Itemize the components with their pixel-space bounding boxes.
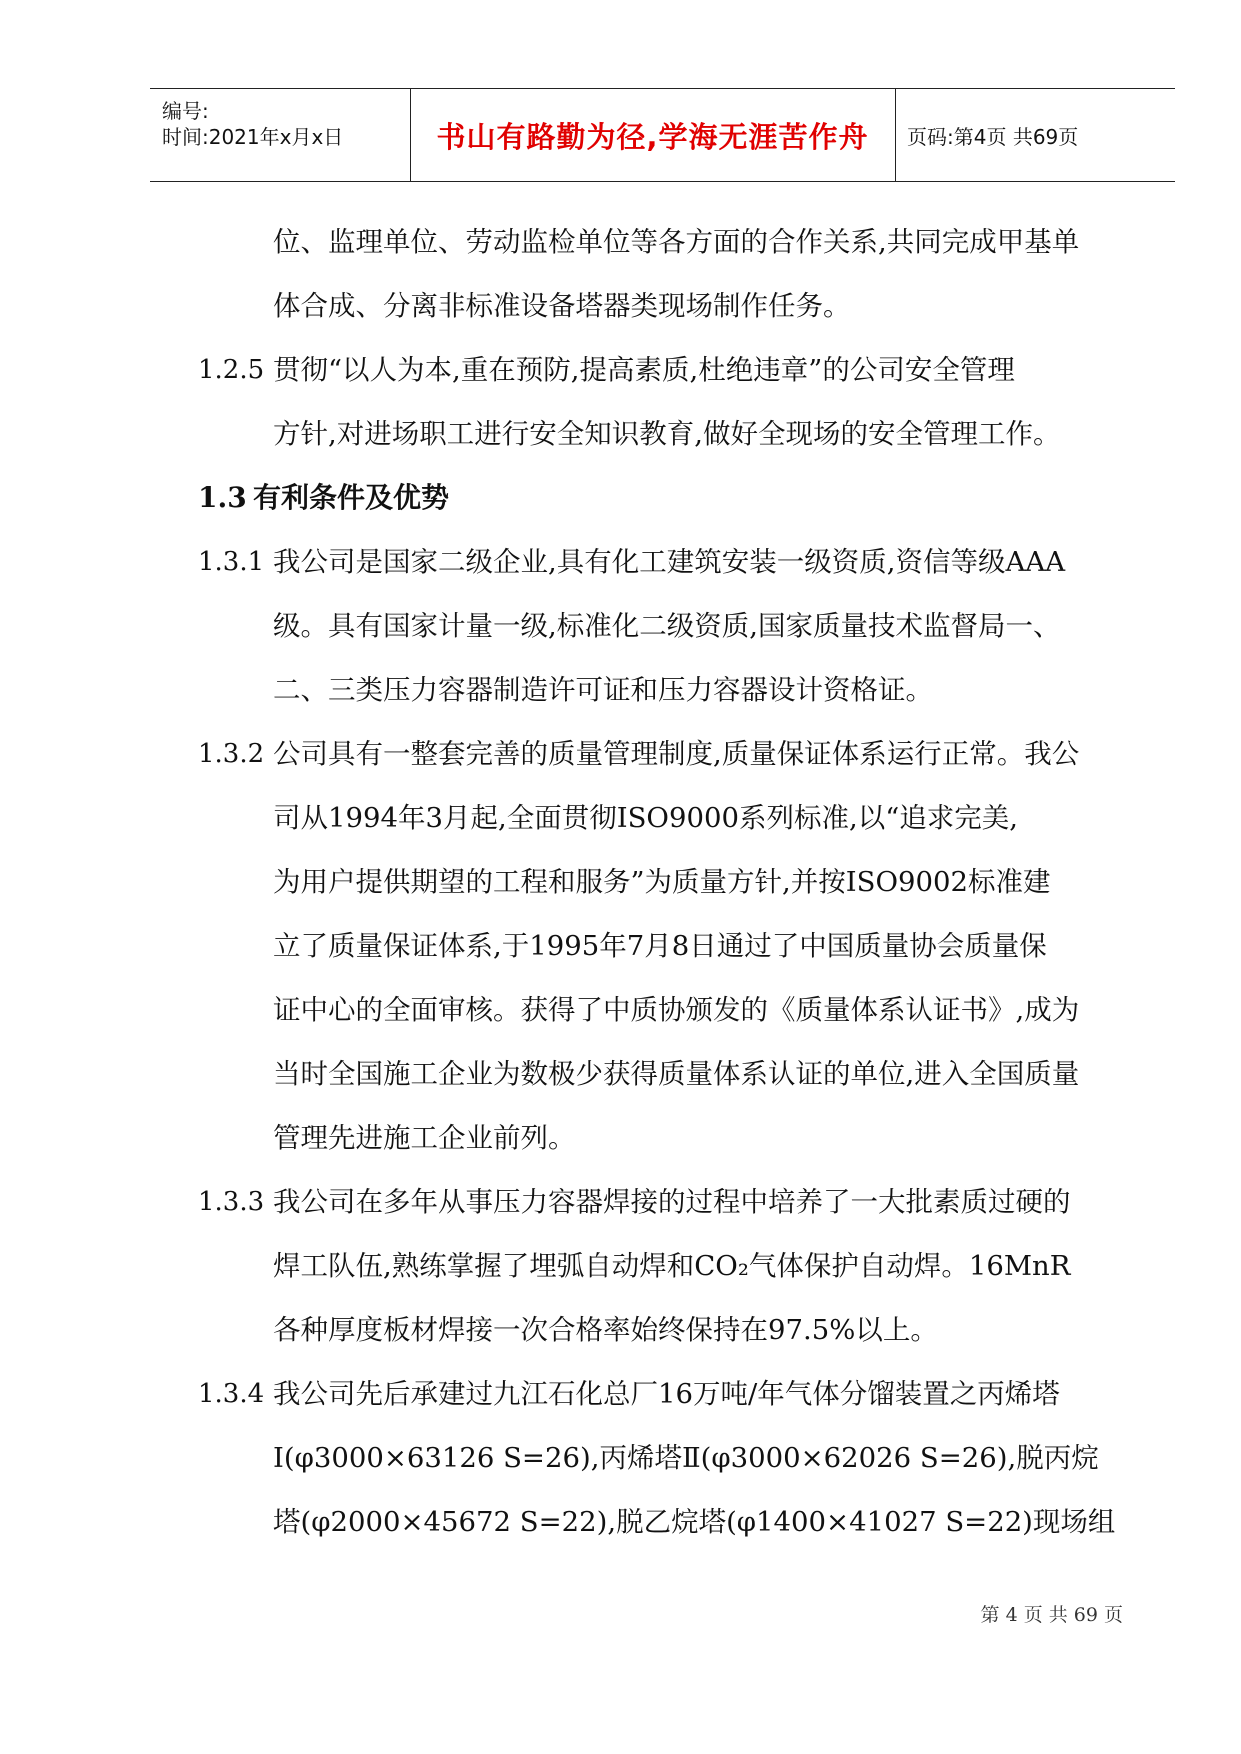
- line-text: 二、三类压力容器制造许可证和压力容器设计资格证。: [273, 674, 933, 706]
- line-text: 塔(φ2000×45672 S=22),脱乙烷塔(φ1400×41027 S=22)现场组: [273, 1506, 1116, 1538]
- item-number: 1.3.1: [198, 547, 265, 577]
- line-text: 位、监理单位、劳动监检单位等各方面的合作关系,共同完成甲基单: [273, 226, 1080, 258]
- line-text: 级。具有国家计量一级,标准化二级资质,国家质量技术监督局一、: [273, 610, 1061, 642]
- line-text: 立了质量保证体系,于1995年7月8日通过了中国质量协会质量保: [273, 930, 1047, 962]
- line-text: 焊工队伍,熟练掌握了埋弧自动焊和CO₂气体保护自动焊。16MnR: [273, 1250, 1071, 1282]
- line-text: 我公司是国家二级企业,具有化工建筑安装一级资质,资信等级AAA: [273, 546, 1066, 578]
- text-line: [0, 1310, 1241, 1374]
- text-line: [0, 798, 1241, 862]
- text-line: [0, 1246, 1241, 1310]
- text-line: [0, 926, 1241, 990]
- header-meta-cell: [150, 89, 411, 181]
- item-number: 1.3.4: [198, 1379, 265, 1409]
- line-text: 体合成、分离非标准设备塔器类现场制作任务。: [273, 290, 851, 322]
- text-line: [0, 350, 1241, 414]
- text-line: [0, 1502, 1241, 1566]
- page-footer: 第 4 页 共 69 页: [980, 1604, 1123, 1626]
- text-line: [0, 1182, 1241, 1246]
- line-text: 为用户提供期望的工程和服务”为质量方针,并按ISO9002标准建: [273, 866, 1051, 898]
- text-line: [0, 990, 1241, 1054]
- motto-text: 书山有路勤为径,学海无涯苦作舟: [436, 119, 869, 154]
- section-heading-row: [0, 478, 1241, 542]
- line-text: 当时全国施工企业为数极少获得质量体系认证的单位,进入全国质量: [273, 1058, 1080, 1090]
- header-motto-cell: [410, 89, 896, 181]
- page-header: [150, 88, 1175, 182]
- section-number: 1.3: [198, 481, 247, 514]
- text-line: [0, 1374, 1241, 1438]
- text-line: [0, 606, 1241, 670]
- line-text: 我公司在多年从事压力容器焊接的过程中培养了一大批素质过硬的: [273, 1186, 1071, 1218]
- text-line: [0, 222, 1241, 286]
- section-title: 有利条件及优势: [253, 481, 450, 514]
- serial-number-label: 编号:: [162, 99, 209, 123]
- text-line: [0, 734, 1241, 798]
- item-number: 1.3.3: [198, 1187, 265, 1217]
- line-text: 各种厚度板材焊接一次合格率始终保持在97.5%以上。: [273, 1314, 938, 1346]
- line-text: I(φ3000×63126 S=26),丙烯塔Ⅱ(φ3000×62026 S=26),脱丙烷: [273, 1442, 1099, 1474]
- text-line: [0, 1118, 1241, 1182]
- text-line: [0, 542, 1241, 606]
- item-number: 1.3.2: [198, 739, 265, 769]
- line-text: 司从1994年3月起,全面贯彻ISO9000系列标准,以“追求完美,: [273, 802, 1018, 834]
- text-line: [0, 414, 1241, 478]
- header-page-cell: [895, 89, 1175, 181]
- header-page-code: 页码:第4页 共69页: [907, 124, 1079, 149]
- line-text: 证中心的全面审核。获得了中质协颁发的《质量体系认证书》,成为: [273, 994, 1080, 1026]
- line-text: 方针,对进场职工进行安全知识教育,做好全现场的安全管理工作。: [273, 418, 1061, 450]
- line-text: 我公司先后承建过九江石化总厂16万吨/年气体分馏装置之丙烯塔: [273, 1378, 1060, 1410]
- text-line: [0, 286, 1241, 350]
- section-heading: [198, 478, 449, 518]
- text-line: [0, 1054, 1241, 1118]
- text-line: [0, 1438, 1241, 1502]
- line-text: 贯彻“以人为本,重在预防,提高素质,杜绝违章”的公司安全管理: [273, 354, 1015, 386]
- item-number: 1.2.5: [198, 355, 265, 385]
- text-line: [0, 670, 1241, 734]
- text-line: [0, 862, 1241, 926]
- line-text: 管理先进施工企业前列。: [273, 1122, 576, 1154]
- line-text: 公司具有一整套完善的质量管理制度,质量保证体系运行正常。我公: [273, 738, 1080, 770]
- date-label: 时间:2021年x月x日: [162, 125, 344, 149]
